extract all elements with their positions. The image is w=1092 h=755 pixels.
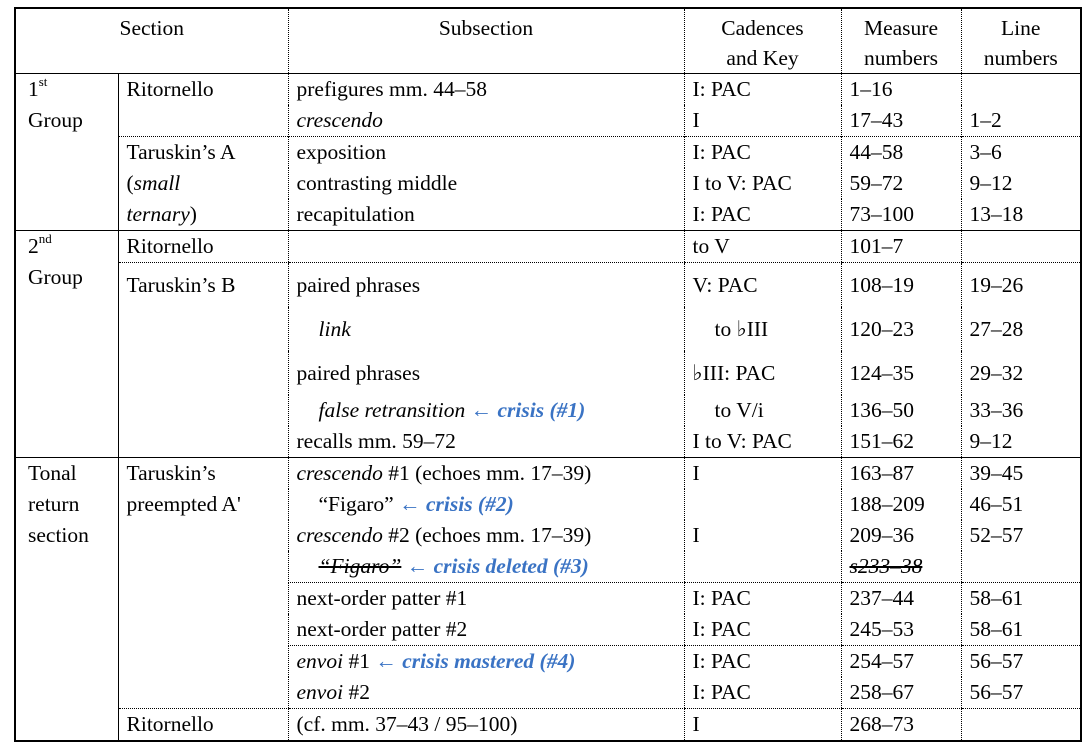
row-subsection: prefigures mm. 44–58 [288, 74, 684, 106]
row-key: to V/i [684, 395, 841, 426]
row-subsection: recalls mm. 59–72 [288, 426, 684, 458]
table-row [15, 74, 1081, 106]
row-key: I [684, 458, 841, 490]
row-measures: 44–58 [841, 137, 961, 169]
row-key: ♭III: PAC [684, 351, 841, 395]
row-lines: 46–51 [961, 489, 1081, 520]
row-measures: 254–57 [841, 646, 961, 678]
row-lines: 56–57 [961, 677, 1081, 709]
row-subsection: crescendo [288, 105, 684, 137]
row-measures: 151–62 [841, 426, 961, 458]
form-table-container [14, 7, 1080, 742]
row-key: to V [684, 231, 841, 263]
header-row [15, 8, 1081, 74]
row-key: I: PAC [684, 583, 841, 615]
row-measures: 188–209 [841, 489, 961, 520]
subsection-ritornello-2: Ritornello [118, 231, 288, 263]
subsection-taruskin-a: Taruskin’s A (small ternary) [118, 137, 288, 231]
row-measures: 108–19 [841, 263, 961, 308]
header-section: Section [15, 8, 288, 74]
row-lines: 58–61 [961, 614, 1081, 646]
row-key: I [684, 105, 841, 137]
row-lines: 39–45 [961, 458, 1081, 490]
form-analysis-table [14, 7, 1082, 742]
row-lines: 56–57 [961, 646, 1081, 678]
row-key: I: PAC [684, 614, 841, 646]
row-measures: 163–87 [841, 458, 961, 490]
row-lines: 13–18 [961, 199, 1081, 231]
subsection-taruskin-b: Taruskin’s B [118, 263, 288, 458]
crisis-note: ← crisis deleted (#3) [406, 554, 589, 578]
row-key: I: PAC [684, 137, 841, 169]
row-key: I to V: PAC [684, 426, 841, 458]
row-subsection: envoi #2 [288, 677, 684, 709]
row-lines: 58–61 [961, 583, 1081, 615]
subsection-ritornello-1: Ritornello [118, 74, 288, 137]
row-subsection: contrasting middle [288, 168, 684, 199]
table-row [15, 263, 1081, 308]
row-key [684, 489, 841, 520]
row-measures: 245–53 [841, 614, 961, 646]
group-label-1: 1st Group [15, 74, 118, 231]
row-subsection: exposition [288, 137, 684, 169]
row-key: I: PAC [684, 646, 841, 678]
crisis-note: ← crisis (#2) [399, 492, 514, 516]
row-lines: 27–28 [961, 307, 1081, 351]
row-key: I: PAC [684, 199, 841, 231]
header-cadences: Cadences and Key [684, 8, 841, 74]
row-lines: 9–12 [961, 426, 1081, 458]
row-subsection: crescendo #1 (echoes mm. 17–39) [288, 458, 684, 490]
row-measures: 59–72 [841, 168, 961, 199]
table-row [15, 458, 1081, 490]
row-measures: 73–100 [841, 199, 961, 231]
row-key: I [684, 709, 841, 742]
row-lines: 1–2 [961, 105, 1081, 137]
row-measures: 124–35 [841, 351, 961, 395]
row-key: to ♭III [684, 307, 841, 351]
row-key: I: PAC [684, 74, 841, 106]
row-measures: 258–67 [841, 677, 961, 709]
row-measures: 237–44 [841, 583, 961, 615]
row-measures: 101–7 [841, 231, 961, 263]
crisis-note: ← crisis mastered (#4) [375, 649, 576, 673]
row-subsection: recapitulation [288, 199, 684, 231]
row-key: I to V: PAC [684, 168, 841, 199]
row-lines [961, 231, 1081, 263]
row-subsection: crescendo #2 (echoes mm. 17–39) [288, 520, 684, 551]
table-row [15, 231, 1081, 263]
table-row [15, 709, 1081, 742]
row-lines: 9–12 [961, 168, 1081, 199]
row-subsection: paired phrases [288, 263, 684, 308]
row-measures: s233–38 [841, 551, 961, 583]
row-measures: 268–73 [841, 709, 961, 742]
group-label-2: 2nd Group [15, 231, 118, 458]
row-lines: 33–36 [961, 395, 1081, 426]
row-lines: 3–6 [961, 137, 1081, 169]
header-subsection: Subsection [288, 8, 684, 74]
row-lines [961, 551, 1081, 583]
row-key: I [684, 520, 841, 551]
row-subsection: (cf. mm. 37–43 / 95–100) [288, 709, 684, 742]
row-lines [961, 709, 1081, 742]
row-subsection: next-order patter #1 [288, 583, 684, 615]
row-subsection: “Figaro” ← crisis deleted (#3) [288, 551, 684, 583]
row-measures: 17–43 [841, 105, 961, 137]
row-key: V: PAC [684, 263, 841, 308]
row-subsection: envoi #1 ← crisis mastered (#4) [288, 646, 684, 678]
row-subsection: false retransition ← crisis (#1) [288, 395, 684, 426]
header-measures: Measure numbers [841, 8, 961, 74]
crisis-note: ← crisis (#1) [470, 398, 586, 422]
row-subsection: paired phrases [288, 351, 684, 395]
row-measures: 1–16 [841, 74, 961, 106]
row-lines [961, 74, 1081, 106]
row-key: I: PAC [684, 677, 841, 709]
subsection-ritornello-3: Ritornello [118, 709, 288, 742]
row-measures: 209–36 [841, 520, 961, 551]
row-measures: 120–23 [841, 307, 961, 351]
row-subsection: link [288, 307, 684, 351]
row-lines: 52–57 [961, 520, 1081, 551]
group-label-3: Tonal return section [28, 461, 89, 547]
row-key [684, 551, 841, 583]
subsection-preempted-a: Taruskin’s preempted A' [118, 458, 288, 709]
row-lines: 29–32 [961, 351, 1081, 395]
row-subsection: next-order patter #2 [288, 614, 684, 646]
row-subsection [288, 231, 684, 263]
row-lines: 19–26 [961, 263, 1081, 308]
row-measures: 136–50 [841, 395, 961, 426]
row-subsection: “Figaro” ← crisis (#2) [288, 489, 684, 520]
header-lines: Line numbers [961, 8, 1081, 74]
table-row [15, 137, 1081, 169]
